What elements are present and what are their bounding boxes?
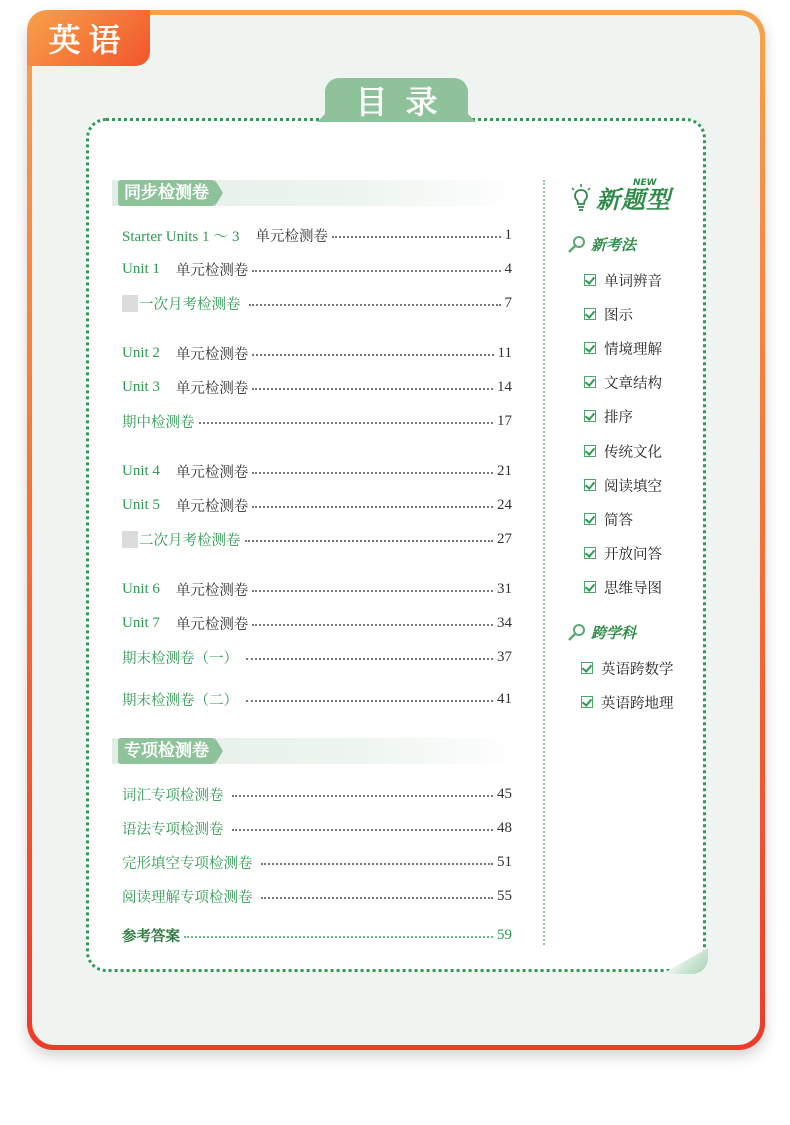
checklist-item: 情境理解	[584, 337, 662, 359]
toc-page: 11	[497, 344, 512, 361]
toc-page: 45	[497, 785, 512, 802]
section-label: 专项检测卷	[118, 738, 215, 764]
toc-page: 59	[497, 926, 512, 943]
checklist-item: 简答	[584, 508, 633, 530]
dot-leader	[252, 472, 493, 474]
checkbox-icon	[584, 581, 596, 593]
toc-title: 单元检测卷	[175, 616, 249, 633]
toc-unit: Starter Units 1 ～ 3	[122, 228, 240, 245]
checkbox-icon	[581, 696, 593, 708]
checkbox-icon	[584, 342, 596, 354]
toc-title: 单元检测卷	[175, 346, 249, 363]
toc-row[interactable]	[122, 924, 512, 946]
checklist-item: 英语跨数学	[581, 657, 674, 679]
toc-title: 期末检测卷（一）	[122, 650, 238, 667]
toc-title: 期末检测卷（二）	[122, 692, 238, 709]
toc-row[interactable]	[122, 258, 512, 280]
toc-row[interactable]	[122, 460, 512, 482]
toc-row[interactable]	[122, 224, 512, 246]
toc-title: 语法专项检测卷	[122, 821, 224, 838]
dot-leader	[232, 829, 494, 831]
toc-title: 单元检测卷	[175, 380, 249, 397]
category-label: 新考法	[591, 235, 637, 254]
toc-page: 7	[504, 294, 512, 311]
category-label: 跨学科	[591, 623, 637, 642]
checklist-item: 单词辨音	[584, 269, 662, 291]
toc-unit: Unit 4	[122, 462, 160, 479]
toc-title: 阅读理解专项检测卷	[122, 889, 253, 906]
toc-row[interactable]	[122, 646, 512, 668]
toc-page: 51	[497, 853, 512, 870]
toc-row[interactable]	[122, 851, 512, 873]
toc-row[interactable]	[122, 578, 512, 600]
toc-row[interactable]	[122, 528, 512, 550]
toc-title: 期中检测卷	[122, 414, 195, 431]
checklist-item: 文章结构	[584, 371, 662, 393]
dot-leader	[332, 236, 501, 238]
checkbox-icon	[584, 479, 596, 491]
checkbox-icon	[584, 308, 596, 320]
toc-page: 41	[497, 690, 512, 707]
toc-page: 27	[497, 530, 512, 547]
toc-page: 14	[497, 378, 512, 395]
page-title: 目录	[325, 78, 468, 122]
checkbox-icon	[581, 662, 593, 674]
checkbox-icon	[584, 376, 596, 388]
new-badge: NEW	[633, 178, 657, 188]
checkbox-icon	[584, 547, 596, 559]
toc-unit: Unit 2	[122, 344, 160, 361]
toc-page: 24	[497, 496, 512, 513]
section-header-sync	[112, 180, 522, 206]
toc-row[interactable]	[122, 376, 512, 398]
toc-row[interactable]	[122, 885, 512, 907]
checkbox-icon	[584, 274, 596, 286]
toc-page: 1	[504, 226, 512, 243]
category-header	[567, 621, 636, 643]
section-label: 同步检测卷	[118, 180, 215, 206]
checklist-item: 开放问答	[584, 542, 662, 564]
toc-page: 55	[497, 887, 512, 904]
toc-row[interactable]	[122, 494, 512, 516]
placeholder-box	[122, 295, 138, 312]
dot-leader	[261, 863, 494, 865]
toc-page: 31	[497, 580, 512, 597]
dot-leader	[252, 624, 493, 626]
placeholder-box	[122, 531, 138, 548]
checkbox-icon	[584, 410, 596, 422]
toc-title: 词汇专项检测卷	[122, 787, 224, 804]
toc-title: 二次月考检测卷	[139, 532, 241, 549]
toc-title: 单元检测卷	[175, 498, 249, 515]
checklist-item: 排序	[584, 405, 633, 427]
section-header-special	[112, 738, 522, 764]
checklist-item: 阅读填空	[584, 474, 662, 496]
category-header	[567, 233, 636, 255]
toc-title: 单元检测卷	[175, 262, 249, 279]
checklist-item: 思维导图	[584, 576, 662, 598]
dot-leader	[252, 354, 493, 356]
toc-page: 37	[497, 648, 512, 665]
dot-leader	[252, 590, 493, 592]
dot-leader	[232, 795, 494, 797]
column-divider	[543, 180, 545, 945]
dot-leader	[261, 897, 494, 899]
toc-page: 21	[497, 462, 512, 479]
dot-leader	[199, 422, 494, 424]
toc-title: 一次月考检测卷	[139, 296, 241, 313]
checkbox-icon	[584, 513, 596, 525]
dot-leader	[246, 658, 493, 660]
toc-page: 4	[504, 260, 512, 277]
magnifier-icon	[567, 234, 587, 254]
dot-leader	[184, 936, 493, 938]
magnifier-icon	[567, 622, 587, 642]
toc-title: 单元检测卷	[175, 464, 249, 481]
checklist-item: 传统文化	[584, 440, 662, 462]
toc-page: 17	[497, 412, 512, 429]
toc-title: 单元检测卷	[255, 228, 328, 245]
new-type-title: 新题型	[596, 185, 671, 214]
subject-tab: 英语	[27, 10, 150, 66]
toc-row[interactable]	[122, 292, 512, 314]
dot-leader	[245, 540, 494, 542]
toc-unit: Unit 3	[122, 378, 160, 395]
checklist-item: 图示	[584, 303, 633, 325]
toc-row[interactable]	[122, 410, 512, 432]
dot-leader	[249, 304, 501, 306]
checklist-item: 英语跨地理	[581, 691, 674, 713]
lightbulb-icon	[570, 184, 592, 210]
dot-leader	[246, 700, 493, 702]
toc-page: 34	[497, 614, 512, 631]
dot-leader	[252, 506, 493, 508]
toc-title: 完形填空专项检测卷	[122, 855, 253, 872]
toc-row[interactable]	[122, 342, 512, 364]
toc-unit: Unit 6	[122, 580, 160, 597]
toc-row[interactable]	[122, 688, 512, 710]
toc-unit: Unit 5	[122, 496, 160, 513]
dot-leader	[252, 270, 500, 272]
toc-unit: Unit 1	[122, 260, 160, 277]
toc-page: 48	[497, 819, 512, 836]
toc-row[interactable]	[122, 612, 512, 634]
toc-title: 参考答案	[122, 928, 180, 945]
toc-unit: Unit 7	[122, 614, 160, 631]
checkbox-icon	[584, 445, 596, 457]
toc-row[interactable]	[122, 783, 512, 805]
toc-row[interactable]	[122, 817, 512, 839]
toc-title: 单元检测卷	[175, 582, 249, 599]
dot-leader	[252, 388, 493, 390]
